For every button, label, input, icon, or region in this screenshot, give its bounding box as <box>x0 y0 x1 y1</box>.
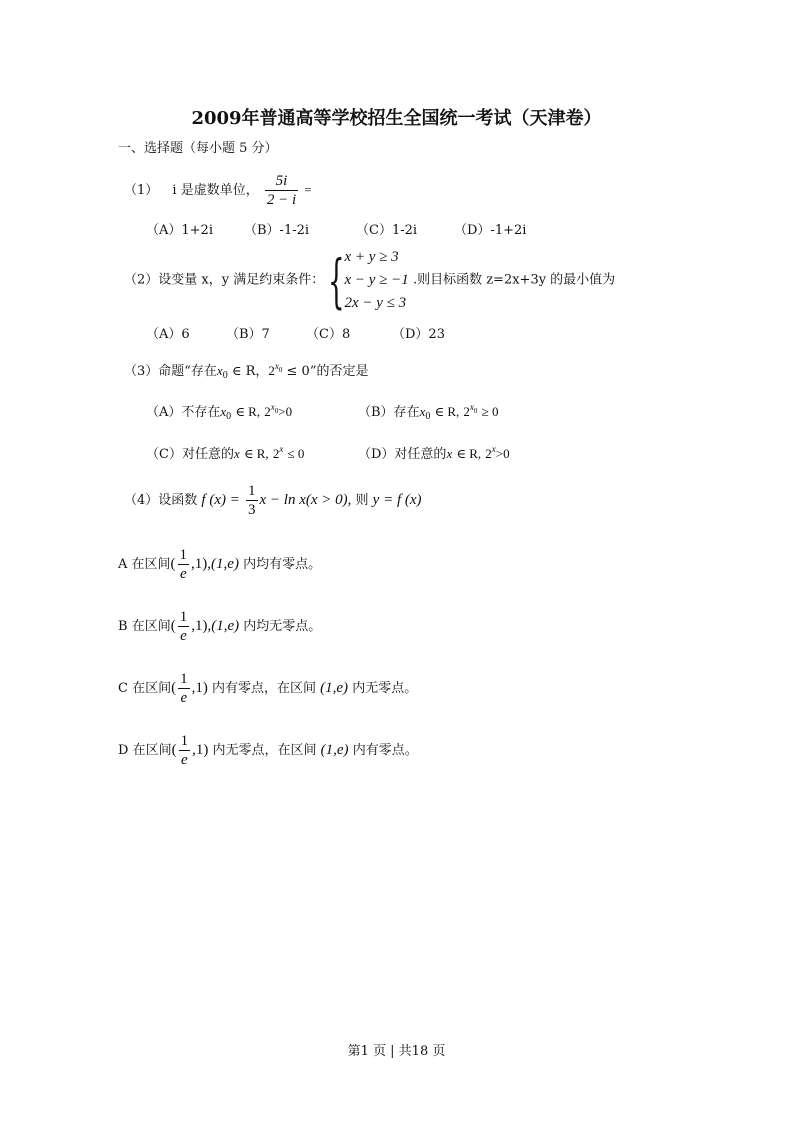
section-heading: 一、选择题（每小题 5 分） <box>118 141 278 156</box>
q4-option-c-letter: C <box>118 681 128 696</box>
q4-option-a-fraction: $\frac{1}{e}$ <box>179 547 188 582</box>
q2-constraint-2: x − y ≥ −1 <box>344 272 409 288</box>
q3-text-b: ∈ R， <box>231 364 269 379</box>
q4-one-third: $\frac{1}{3}$ <box>248 483 256 518</box>
q3-option-a-var: $x_0$ <box>220 404 232 422</box>
q3-option-d-set: ∈ R, <box>456 446 482 461</box>
q1-option-c: （C）1-2i <box>356 223 418 238</box>
q2-option-b: （B）7 <box>226 327 270 342</box>
q4-option-d-pre: 在区间 <box>132 743 172 758</box>
q3-option-c-rel: ≤ 0 <box>287 446 305 461</box>
q4-option-c-iv1: ,1) <box>191 680 208 696</box>
q4-option-b-iv2: (1,e) <box>211 618 240 634</box>
q1-equals: = <box>304 182 312 197</box>
q4-option-a-pre: 在区间 <box>131 557 171 572</box>
q4-tail-word: 则 <box>355 493 369 508</box>
question-2 <box>124 246 615 315</box>
q3-option-c <box>146 440 304 464</box>
q3-option-d-rel: >0 <box>495 446 510 461</box>
q4-option-a-letter: A <box>118 557 128 572</box>
q3-option-a-set: ∈ R, <box>235 404 261 419</box>
q4-option-b: B 在区间( $\frac{1}{e}$ ,1),(1,e) 内均无零点。 <box>118 609 322 644</box>
q4-option-d-mid: 内无零点，在区间 <box>212 743 317 758</box>
q1-option-b: （B）-1-2i <box>244 223 310 238</box>
q4-option-d: D 在区间( $\frac{1}{e}$ ,1) 内无零点，在区间 (1,e) 内有零点。 <box>118 733 418 768</box>
q3-option-c-label: （C）对任意的 <box>146 447 234 462</box>
question-3 <box>124 357 368 385</box>
q4-option-d-iv2: (1,e) <box>320 742 349 758</box>
q3-power: $2^{x_0}$ <box>268 361 283 378</box>
q1-fraction <box>265 172 298 209</box>
q4-option-a-iv1: ,1), <box>191 556 212 572</box>
q4-option-b-iv1: ,1), <box>191 618 212 634</box>
q3-option-a-rel: >0 <box>278 404 293 419</box>
q1-fraction-denominator: 2 − i <box>266 192 297 208</box>
q2-option-a: （A）6 <box>146 327 190 342</box>
q3-option-b <box>358 398 498 426</box>
q1-fraction-numerator: 5i <box>265 172 298 191</box>
page-footer: 第1 页 | 共18 页 <box>347 1044 446 1059</box>
q3-option-b-var: $x_0$ <box>419 404 431 422</box>
q4-lhs: f (x) = <box>201 492 240 508</box>
q4-option-b-post: 内均无零点。 <box>243 619 322 634</box>
q4-option-c-fraction: $\frac{1}{e}$ <box>180 671 188 706</box>
q3-text-a: （3）命题“存在 <box>124 364 217 379</box>
q3-option-a <box>146 398 292 426</box>
q4-option-d-iv1: ,1) <box>192 742 209 758</box>
q3-option-b-label: （B）存在 <box>358 405 420 420</box>
q3-option-d-power: 2$^x$ <box>485 444 496 461</box>
q3-option-d-var: x <box>446 446 453 461</box>
q2-constraint-3: 2x − y ≤ 3 <box>344 295 407 311</box>
q3-option-b-set: ∈ R, <box>434 404 460 419</box>
q4-option-b-pre: 在区间 <box>131 619 171 634</box>
q4-option-d-fraction: $\frac{1}{e}$ <box>180 733 189 768</box>
q3-option-c-set: ∈ R, <box>243 446 269 461</box>
q2-option-d: （D）23 <box>392 327 445 342</box>
question-4 <box>124 482 422 519</box>
q3-option-d <box>358 440 510 464</box>
q3-option-c-power: 2$^x$ <box>272 444 284 461</box>
q2-brace: { <box>328 246 345 315</box>
q4-option-a-post: 内均有零点。 <box>243 557 322 572</box>
q2-text-after: .则目标函数 z=2x+3y 的最小值为 <box>412 272 616 288</box>
q3-option-b-power: $2^{x_0}$ <box>463 402 478 419</box>
q3-var-x0: $x_0$ <box>216 363 228 381</box>
q1-number: （1） <box>124 183 159 198</box>
q1-text: i 是虚数单位， <box>172 183 259 198</box>
q4-option-c: C 在区间( $\frac{1}{e}$ ,1) 内有零点，在区间 (1,e) 内无零点。 <box>118 671 418 706</box>
q1-option-d: （D）-1+2i <box>454 223 527 238</box>
q4-option-d-letter: D <box>118 743 129 758</box>
q3-option-a-label: （A）不存在 <box>146 405 221 420</box>
q4-option-a-iv2: (1,e) <box>211 556 239 572</box>
q3-option-c-var: x <box>233 446 240 461</box>
q4-rhs: x − ln x(x > 0), <box>259 492 352 508</box>
q4-option-a: A 在区间( $\frac{1}{e}$ ,1),(1,e) 内均有零点。 <box>118 547 322 582</box>
q4-option-c-pre: 在区间 <box>132 681 172 696</box>
q2-constraints <box>345 246 409 315</box>
q3-option-d-label: （D）对任意的 <box>358 447 447 462</box>
q4-option-c-iv2: (1,e) <box>320 680 349 696</box>
q4-tail-expr: y = f (x) <box>372 492 422 508</box>
q3-option-a-power: $2^{x_0}$ <box>264 402 279 419</box>
q2-text-before: （2）设变量 x，y 满足约束条件： <box>124 272 325 288</box>
q3-text-c: ≤ 0”的否定是 <box>286 364 369 379</box>
document-title: 2009年普通高等学校招生全国统一考试（天津卷） <box>191 108 602 129</box>
q1-option-a: （A）1+2i <box>146 223 213 238</box>
q4-option-c-post: 内无零点。 <box>352 681 418 696</box>
question-1 <box>124 172 312 209</box>
q4-option-c-mid: 内有零点，在区间 <box>212 681 317 696</box>
q4-option-b-letter: B <box>118 619 128 634</box>
q4-option-d-post: 内有零点。 <box>352 743 418 758</box>
q2-constraint-1: x + y ≥ 3 <box>344 249 399 265</box>
q3-option-b-rel: ≥ 0 <box>481 404 499 419</box>
q4-prefix: （4）设函数 <box>124 493 198 508</box>
q4-option-b-fraction: $\frac{1}{e}$ <box>179 609 188 644</box>
q2-option-c: （C）8 <box>306 327 351 342</box>
